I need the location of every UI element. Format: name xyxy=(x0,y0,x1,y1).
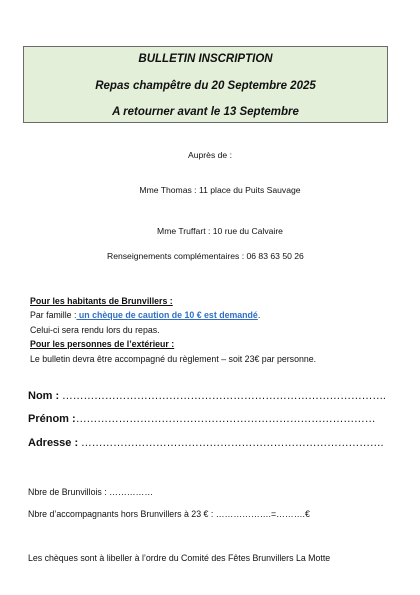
outsiders-heading: Pour les personnes de l’extérieur : xyxy=(30,339,175,349)
firstname-dots: ………………………………………………………………………… xyxy=(75,413,376,425)
residents-heading: Pour les habitants de Brunvillers : xyxy=(30,296,173,306)
contacts-intro: Auprès de : xyxy=(188,150,232,160)
firstname-field[interactable] xyxy=(28,413,375,425)
villagers-count[interactable]: Nbre de Brunvillois : …………… xyxy=(28,487,154,497)
residents-deposit-line xyxy=(30,310,260,320)
residents-prefix: Par famille : xyxy=(30,310,77,320)
guests-count[interactable]: Nbre d’accompagnants hors Brunvillers à 23 € : ……………….=……….€ xyxy=(28,509,310,519)
residents-suffix: . xyxy=(257,310,261,320)
outsiders-payment: Le bulletin devra être accompagné du règlement – soit 23€ par personne. xyxy=(30,354,317,364)
address-field[interactable] xyxy=(28,437,383,449)
name-field[interactable] xyxy=(28,390,386,402)
deposit-link[interactable]: un chèque de caution de 10 € est demandé xyxy=(76,310,258,320)
residents-refund: Celui-ci sera rendu lors du repas. xyxy=(30,325,160,335)
cheques-note: Les chèques sont à libeller à l’ordre du Comité des Fêtes Brunvillers La Motte xyxy=(28,553,331,563)
name-label: Nom : xyxy=(28,390,60,402)
contact-truffart: Mme Truffart : 10 rue du Calvaire xyxy=(157,226,283,236)
return-deadline: A retourner avant le 13 Septembre xyxy=(112,106,299,118)
contact-thomas: Mme Thomas : 11 place du Puits Sauvage xyxy=(139,185,301,195)
name-dots: ………………………………………………………………………………. xyxy=(59,390,386,402)
event-title: Repas champêtre du 20 Septembre 2025 xyxy=(95,80,316,92)
address-label: Adresse : xyxy=(28,437,79,449)
firstname-label: Prénom : xyxy=(28,413,76,425)
address-dots: …………………………………………………………………………. xyxy=(78,437,384,449)
info-phone: Renseignements complémentaires : 06 83 63 50 26 xyxy=(107,251,304,261)
form-title: BULLETIN INSCRIPTION xyxy=(138,53,273,65)
header-box xyxy=(23,46,388,123)
